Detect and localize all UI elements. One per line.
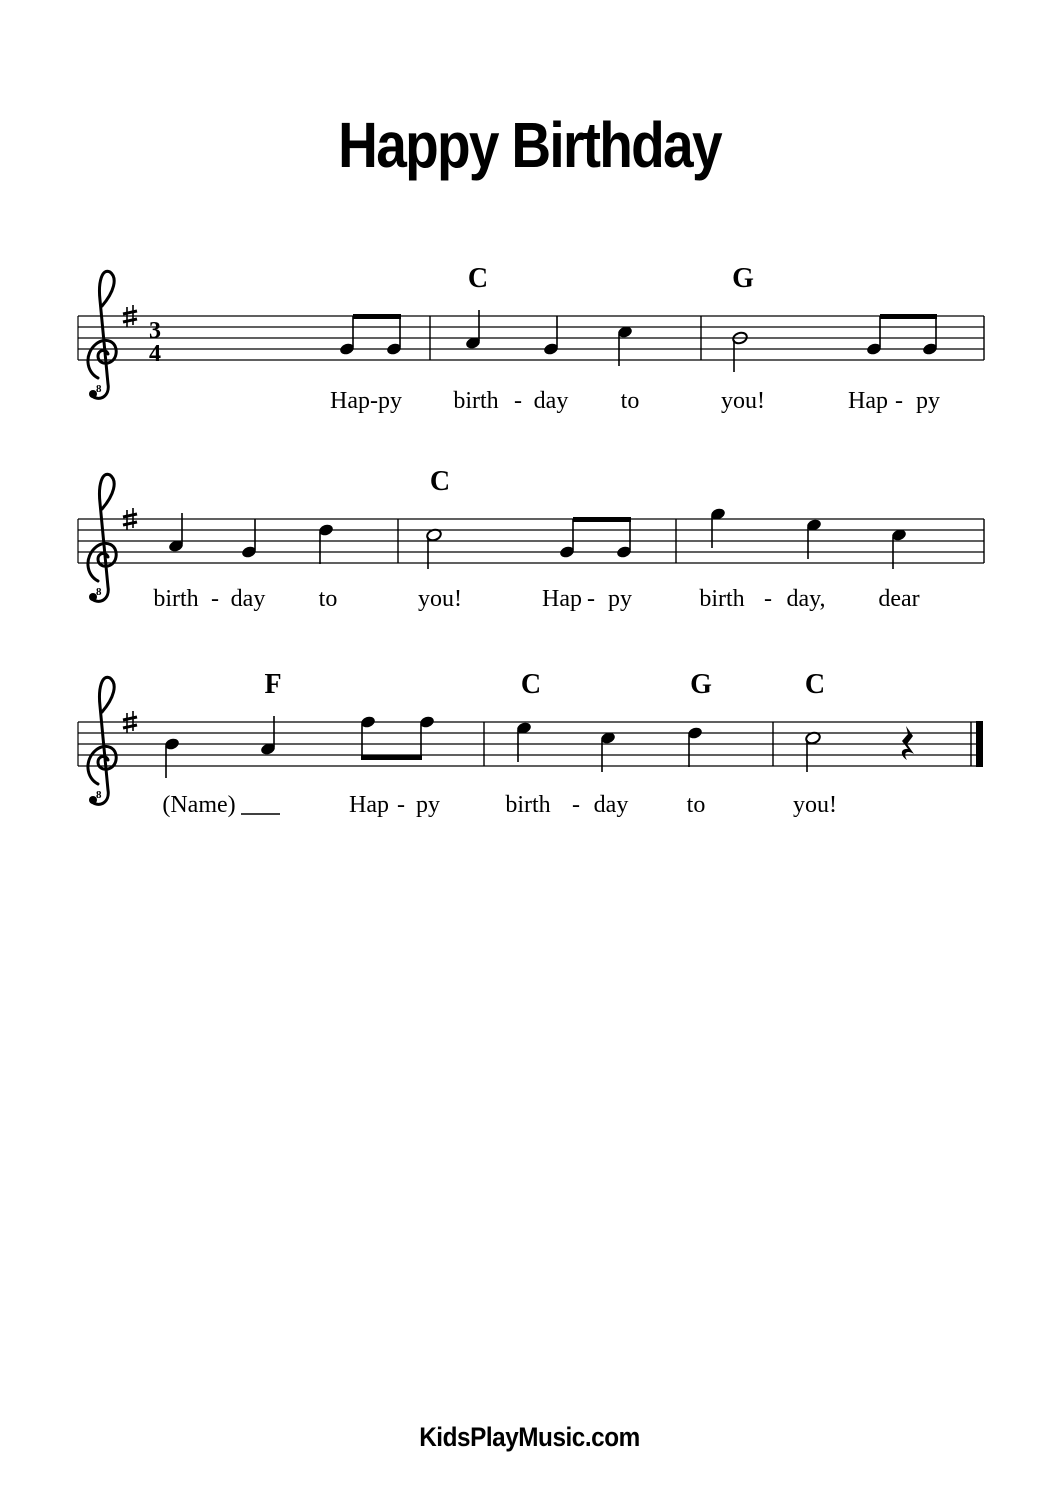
site-footer: KidsPlayMusic.com xyxy=(419,1422,640,1452)
lyric-syllable: py xyxy=(608,586,632,612)
chord-symbol: G xyxy=(732,263,754,294)
staff-system-3 xyxy=(78,669,983,818)
lyric-syllable: dear xyxy=(878,586,920,612)
lyric-syllable: birth xyxy=(505,792,551,818)
lyric-syllable: Hap xyxy=(848,388,888,414)
staff-system-1 xyxy=(78,263,984,414)
lyric-hyphen: - xyxy=(764,586,772,612)
lyric-syllable: py xyxy=(416,792,440,818)
clef-octave-mark: 8 xyxy=(96,789,102,801)
time-signature-bottom: 4 xyxy=(149,341,161,367)
chord-symbol: C xyxy=(520,669,542,700)
lyric-syllable: you! xyxy=(721,388,765,414)
lyric-hyphen: - xyxy=(587,586,595,612)
clef-octave-mark: 8 xyxy=(96,383,102,395)
final-bar-thick xyxy=(976,721,983,767)
chord-symbol: C xyxy=(804,669,826,700)
note-group xyxy=(168,513,335,564)
note-group xyxy=(710,507,908,569)
treble-clef-icon xyxy=(88,677,116,804)
lyric-syllable: day xyxy=(593,792,629,818)
time-signature-top: 3 xyxy=(149,318,161,344)
chord-symbol: F xyxy=(264,669,282,700)
note-group xyxy=(732,314,939,372)
lyric-syllable: day, xyxy=(786,586,826,612)
lyric-hyphen: - xyxy=(895,388,903,414)
lyric-syllable: day xyxy=(230,586,266,612)
lyric-syllable: (Name) xyxy=(162,792,236,818)
chord-symbol: C xyxy=(429,466,451,497)
treble-clef-icon xyxy=(88,474,116,601)
lyric-syllable: day xyxy=(533,388,569,414)
clef-octave-mark: 8 xyxy=(96,586,102,598)
lyric-syllable: py xyxy=(916,388,940,414)
lyric-hyphen: - xyxy=(211,586,219,612)
treble-clef-icon xyxy=(88,271,116,398)
lyric-syllable: Hap xyxy=(542,586,582,612)
chord-symbol: C xyxy=(467,263,489,294)
lyric-hyphen: - xyxy=(572,792,580,818)
chord-symbol: G xyxy=(690,669,712,700)
staff-system-2 xyxy=(78,466,984,612)
lyric-syllable: birth xyxy=(453,388,499,414)
note-group xyxy=(516,721,704,772)
note-group xyxy=(164,715,436,778)
lyric-syllable: you! xyxy=(793,792,837,818)
lyric-hyphen: - xyxy=(514,388,522,414)
lyric-hyphen: - xyxy=(397,792,405,818)
note-group xyxy=(426,517,633,569)
lyric-syllable: to xyxy=(686,792,706,818)
lyric-syllable: birth xyxy=(699,586,745,612)
lyric-syllable: you! xyxy=(418,586,462,612)
note-group xyxy=(339,314,403,356)
lyric-syllable: to xyxy=(318,586,338,612)
lyric-syllable: Hap xyxy=(349,792,389,818)
lyric-syllable: birth xyxy=(153,586,199,612)
lyric-syllable: Hap-py xyxy=(330,388,402,414)
page-title: Happy Birthday xyxy=(338,109,721,181)
lyric-syllable: to xyxy=(620,388,640,414)
